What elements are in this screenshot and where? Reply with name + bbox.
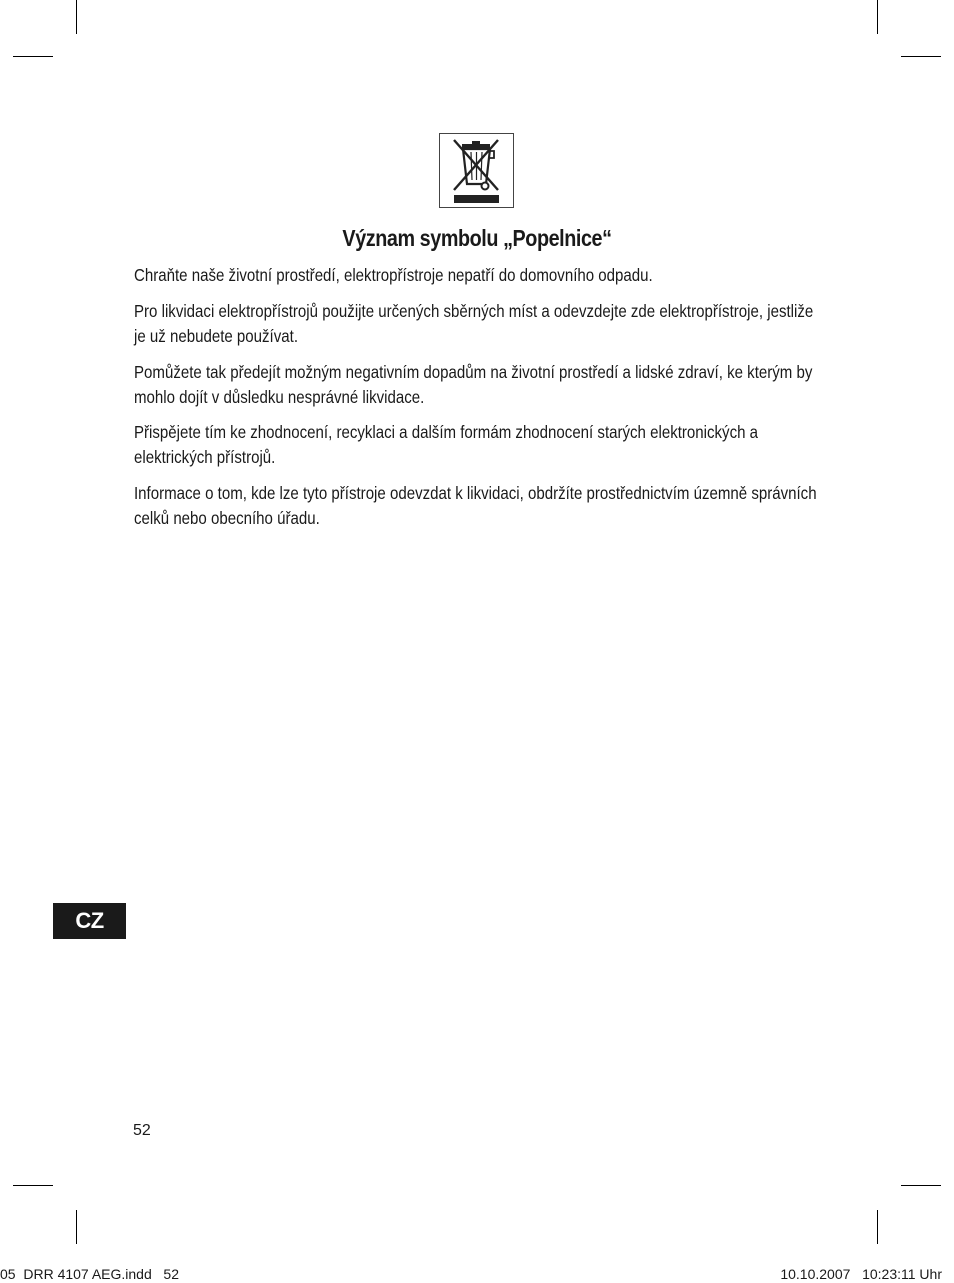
crop-mark bbox=[76, 1210, 77, 1244]
paragraph: Informace o tom, kde lze tyto přístroje odevzdat k likvidaci, obdržíte prostřednictvím územně správních celků nebo obecního úřadu. bbox=[134, 483, 817, 528]
print-slug-timestamp: 10.10.2007 10:23:11 Uhr bbox=[780, 1266, 942, 1282]
page-title: Význam symbolu „Popelnice“ bbox=[342, 225, 612, 251]
crop-mark bbox=[877, 1210, 878, 1244]
page-number: 52 bbox=[133, 1122, 151, 1139]
paragraph: Pro likvidaci elektropřístrojů použijte určených sběrných míst a odevzdejte zde elektropřístroje, jestliže je už nebudete používat. bbox=[134, 301, 814, 346]
crossed-out-wheelie-bin-icon bbox=[439, 133, 514, 208]
paragraph: Přispějete tím ke zhodnocení, recyklaci a dalším formám zhodnocení starých elektronických a elektrických přístrojů. bbox=[134, 422, 759, 467]
print-slug-file: 05 DRR 4107 AEG.indd 52 bbox=[0, 1266, 179, 1282]
crop-mark bbox=[76, 0, 77, 34]
crop-mark bbox=[877, 0, 878, 34]
crop-mark bbox=[901, 1185, 941, 1186]
paragraph: Pomůžete tak předejít možným negativním dopadům na životní prostředí a lidské zdraví, ke kterým by mohlo dojít v důsledku nesprávné likvidace. bbox=[134, 362, 813, 407]
language-tab: CZ bbox=[53, 903, 126, 939]
crop-mark bbox=[901, 56, 941, 57]
paragraph: Chraňte naše životní prostředí, elektropřístroje nepatří do domovního odpadu. bbox=[134, 265, 653, 285]
crop-mark bbox=[13, 1185, 53, 1186]
crop-mark bbox=[13, 56, 53, 57]
